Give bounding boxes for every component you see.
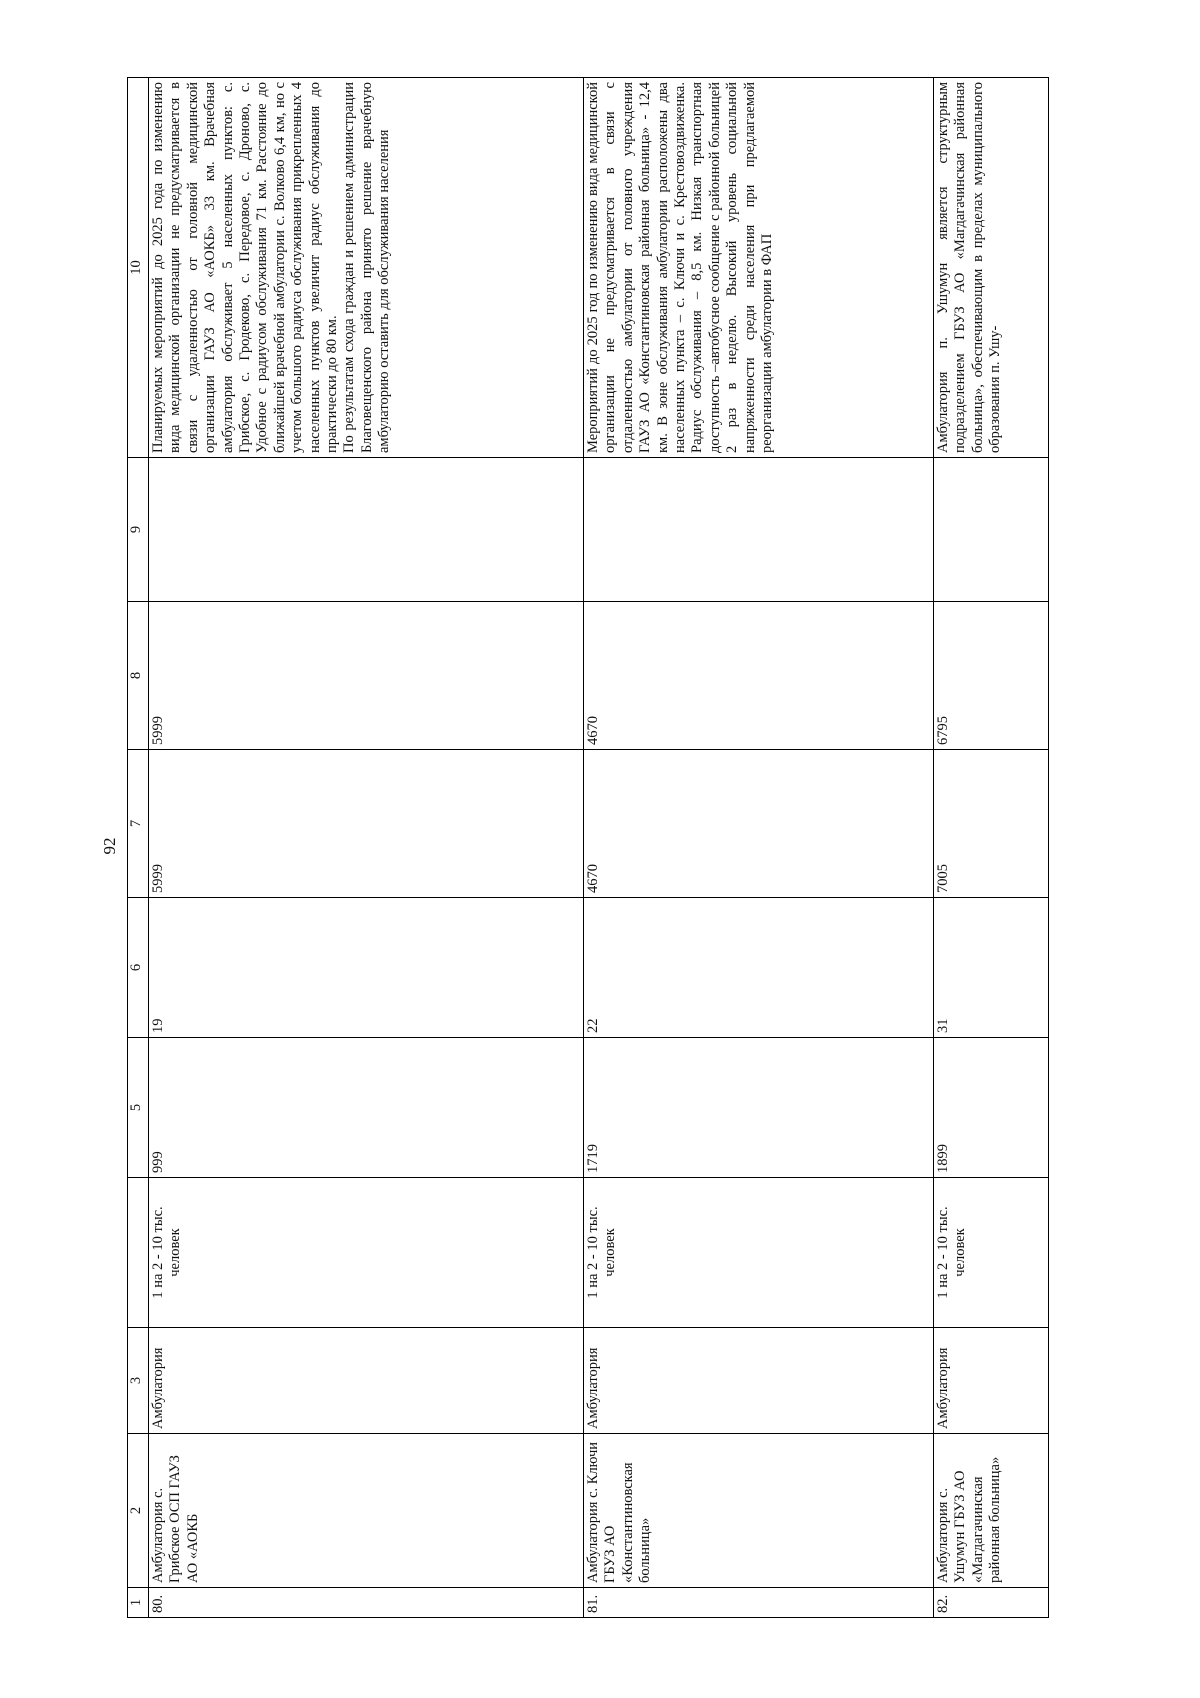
cell-5: 1719 [584,1038,934,1178]
notes-cell [584,78,934,458]
column-header: 3 [128,1328,149,1434]
cell-6: 31 [934,898,1049,1038]
cell-6: 19 [149,898,584,1038]
notes-paragraph: По результатам схода граждан и решением администрации Благовещенского района принято решение врачебную амбулаторию оставить для обслуживания населения [341,82,393,453]
norm: 1 на 2 - 10 тыс. человек [584,1178,934,1328]
cell-8: 4670 [584,602,934,750]
column-header: 5 [128,1038,149,1178]
notes-paragraph: Амбулатория п. Ушумун является структурным подразделением ГБУЗ АО «Магдагачинская районная больница», обеспечивающим в пределах муниципального образования п. Ушу- [935,82,1004,453]
rotated-table-sheet [127,78,1075,1618]
cell-7: 5999 [149,750,584,898]
row-number: 80. [149,1588,584,1618]
column-header: 10 [128,78,149,458]
column-header: 7 [128,750,149,898]
column-header: 1 [128,1588,149,1618]
column-header: 8 [128,602,149,750]
cell-7: 4670 [584,750,934,898]
column-header: 6 [128,898,149,1038]
cell-9 [149,458,584,602]
facility-name: Амбулатория с. Ушумун ГБУЗ АО «Магдагачинская районная больница» [934,1434,1049,1588]
column-header: 2 [128,1434,149,1588]
cell-5: 1899 [934,1038,1049,1178]
column-header [128,1178,149,1328]
facility-type: Амбулатория [149,1328,584,1434]
page-number: 92 [100,837,119,855]
notes-paragraph: Мероприятий до 2025 год по изменению вида медицинской организации не предусматривается в связи с отдаленностью амбулатории от головного учреждения ГАУЗ АО «Константиновская районная больница» - 12,4 км. В зоне обслуживания амбулатории расположены два населенных пункта – с. Ключи и с. Крестовоздвиженка. Радиус обслуживания – 8,5 км. Низкая транспортная доступность –автобусное сообщение с районной больницей 2 раз в неделю. Высокий уровень социальной напряженности среди населения при предлагаемой реорганизации амбулатории в ФАП [585,82,776,453]
row-number: 81. [584,1588,934,1618]
norm: 1 на 2 - 10 тыс. человек [934,1178,1049,1328]
table-row [584,78,934,1618]
notes-cell [149,78,584,458]
facility-type: Амбулатория [584,1328,934,1434]
facility-type: Амбулатория [934,1328,1049,1434]
data-table [127,77,1049,1618]
cell-8: 6795 [934,602,1049,750]
table-row [934,78,1049,1618]
cell-6: 22 [584,898,934,1038]
cell-7: 7005 [934,750,1049,898]
facility-name: Амбулатория с. Грибское ОСП ГАУЗ АО «АОКБ [149,1434,584,1588]
notes-paragraph: Планируемых мероприятий до 2025 года по изменению вида медицинской организации не предусматривается в связи с удаленностью от головной медицинской организации ГАУЗ АО «АОКБ» 33 км. Врачебная амбулатория обслуживает 5 населенных пунктов: с. Грибское, с. Гродеково, с. Передовое, с. Дроново, с. Удобное с радиусом обслуживания 71 км. Расстояние до ближайшей врачебной амбулатории с. Волково 6,4 км, но с учетом большого радиуса обслуживания прикрепленных 4 населенных пунктов увеличит радиус обслуживания до практически до 80 км. [150,82,341,453]
notes-cell [934,78,1049,458]
header-row [128,78,149,1618]
norm: 1 на 2 - 10 тыс. человек [149,1178,584,1328]
cell-9 [934,458,1049,602]
row-number: 82. [934,1588,1049,1618]
cell-5: 999 [149,1038,584,1178]
column-header: 9 [128,458,149,602]
table-row [149,78,584,1618]
cell-9 [584,458,934,602]
facility-name: Амбулатория с. Ключи ГБУЗ АО «Константиновская больница» [584,1434,934,1588]
cell-8: 5999 [149,602,584,750]
